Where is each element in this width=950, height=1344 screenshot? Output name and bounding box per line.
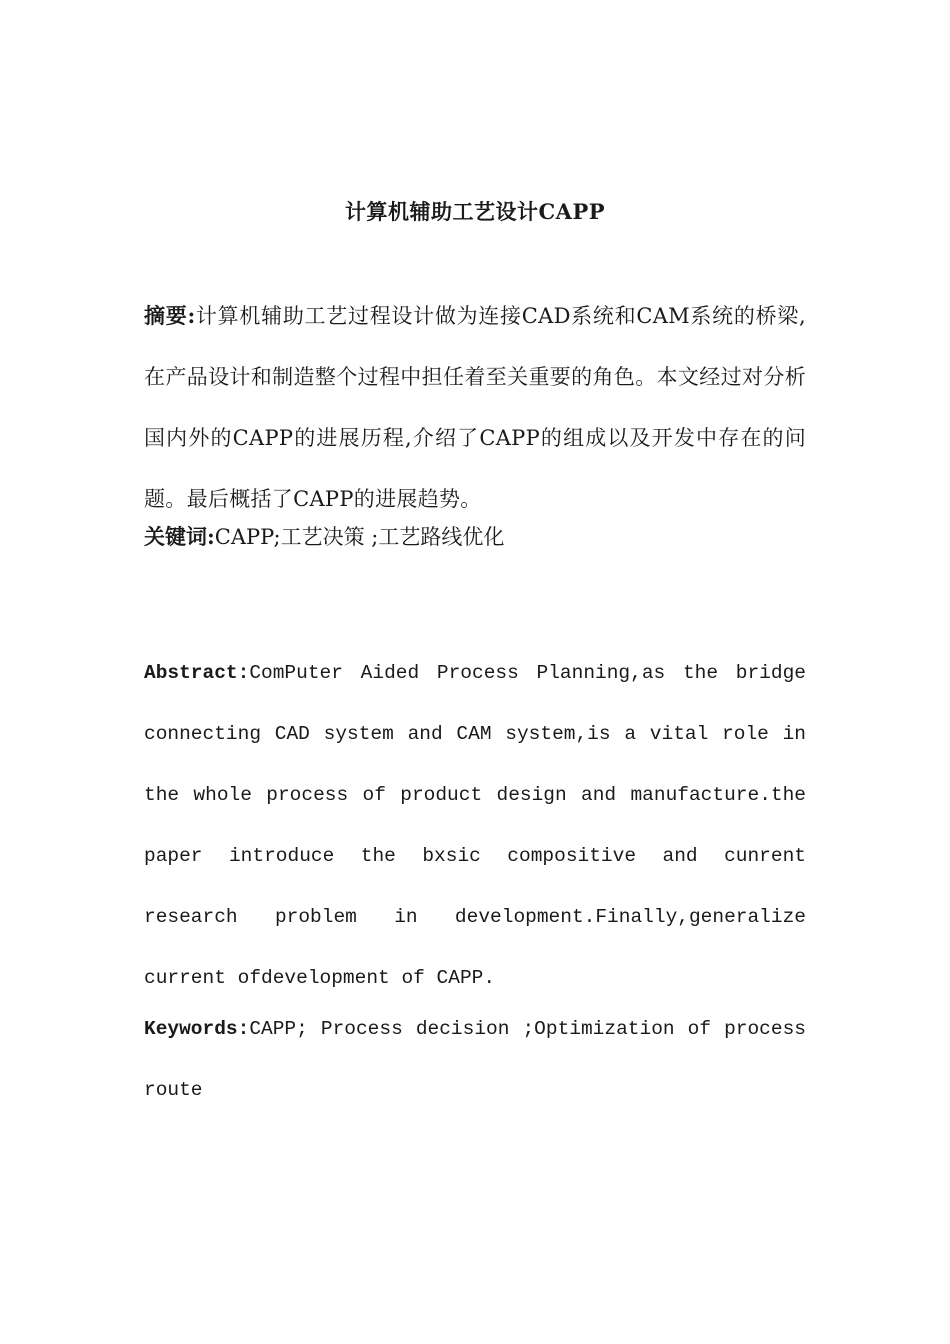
chinese-abstract-label: 摘要:: [144, 303, 196, 328]
chinese-keywords-text: CAPP;工艺决策 ;工艺路线优化: [214, 525, 505, 549]
english-keywords-label: Keywords:: [144, 1018, 250, 1040]
english-abstract-text: ComPuter Aided Process Planning,as the bridge connecting CAD system and CAM system,is a vital role in the whole process of product design and manufacture.the paper introduce the bxsic compositive and cunrent research problem in development.Finally,generalize current ofdevelopment of CAPP.: [144, 662, 806, 989]
chinese-keywords: [144, 520, 806, 554]
english-keywords: [144, 999, 806, 1121]
english-abstract-label: Abstract:: [144, 662, 250, 684]
chinese-abstract-text: 计算机辅助工艺过程设计做为连接CAD系统和CAM系统的桥梁,在产品设计和制造整个过程中担任着至关重要的角色。本文经过对分析国内外的CAPP的进展历程,介绍了CAPP的组成以及开发中存在的问题。最后概括了CAPP的进展趋势。: [144, 304, 806, 511]
chinese-keywords-label: 关键词:: [144, 524, 215, 549]
document-title: 计算机辅助工艺设计CAPP: [344, 199, 606, 224]
chinese-abstract: [144, 285, 806, 530]
english-abstract: [144, 643, 806, 1009]
english-keywords-text: CAPP; Process decision ;Optimization of process route: [144, 1018, 806, 1101]
